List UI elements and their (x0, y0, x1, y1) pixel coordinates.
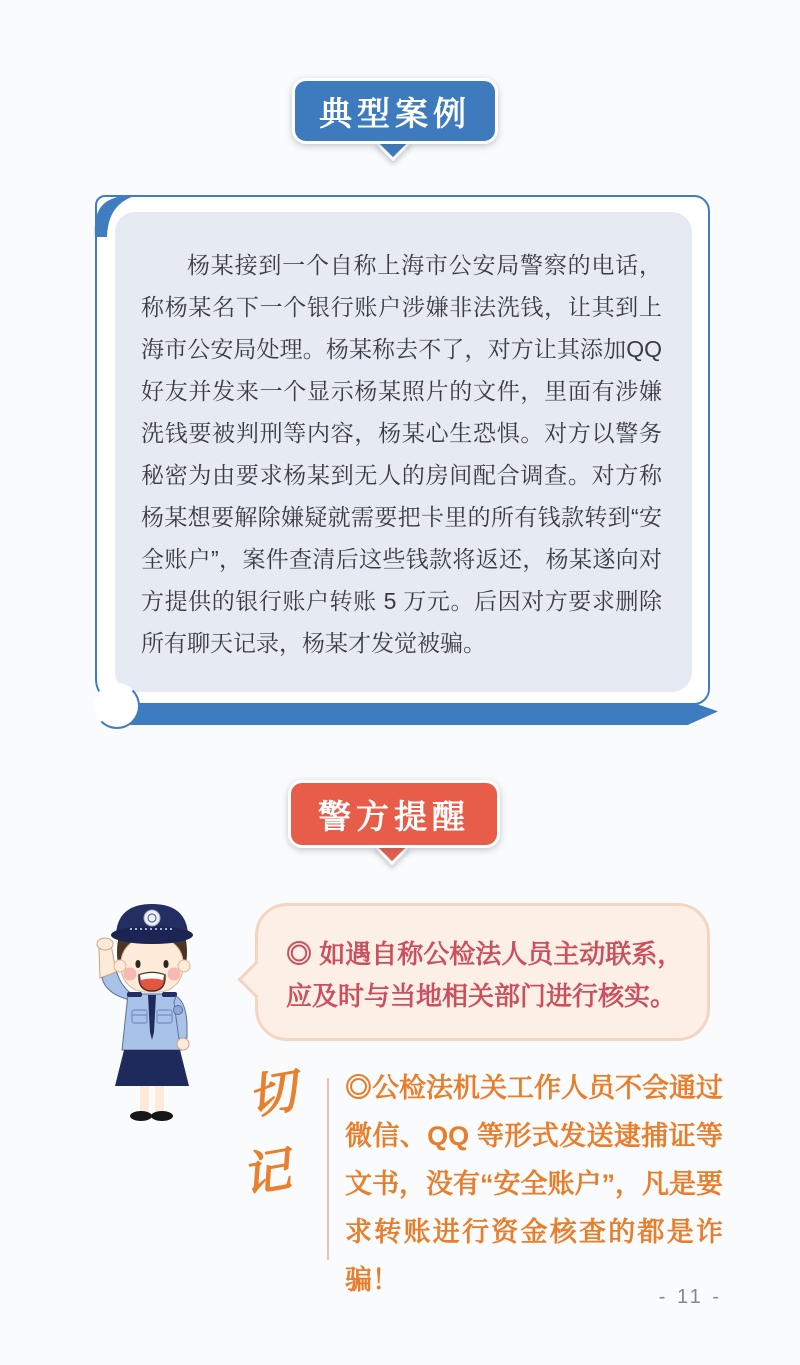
keep-char-2: 记 (237, 1141, 295, 1205)
page-number: - 11 - (658, 1286, 722, 1308)
bubble-text-line-1: ◎ 如遇自称公检法人员主动联系， (286, 939, 684, 969)
case-box (95, 195, 710, 705)
bubble-text-line-2: 应及时与当地相关部门进行核实。 (286, 981, 677, 1011)
typical-case-badge (292, 78, 498, 144)
speech-bubble-tail (237, 960, 275, 998)
police-reminder-badge (288, 780, 500, 848)
vertical-divider (327, 1078, 329, 1260)
corner-fold-decoration (93, 192, 145, 238)
police-reminder-badge-label: 警方提醒 (288, 780, 500, 848)
warning-text: ◎公检法机关工作人员不会通过微信、QQ 等形式发送逮捕证等文书，没有“安全账户”，凡是要求转账进行资金核查的都是诈骗！ (345, 1073, 723, 1295)
typical-case-badge-label: 典型案例 (292, 78, 498, 144)
keep-in-mind-title (237, 1062, 324, 1205)
bottom-bar-decoration (111, 703, 718, 725)
keep-char-1: 切 (243, 1062, 301, 1127)
reminder-speech-bubble (255, 903, 710, 1041)
case-paragraph: 杨某接到一个自称上海市公安局警察的电话，称杨某名下一个银行账户涉嫌非法洗钱，让其到上海市公安局处理。杨某称去不了，对方让其添加QQ 好友并发来一个显示杨某照片的文件，里面有涉嫌洗钱要被判刑等内容，杨某心生恐惧。对方以警务秘密为由要求杨某到无人的房间配合调查。对方称杨某想要解除嫌疑就需要把卡里的所有钱款转到“安全账户”，案件查清后这些钱款将返还，杨某遂向对方提供的银行账户转账 5 万元。后因对方要求删除所有聊天记录，杨某才发觉被骗。 (141, 252, 662, 656)
police-officer-illustration (90, 898, 212, 1130)
page-curl-decoration (94, 683, 140, 729)
case-text-panel (115, 212, 692, 692)
